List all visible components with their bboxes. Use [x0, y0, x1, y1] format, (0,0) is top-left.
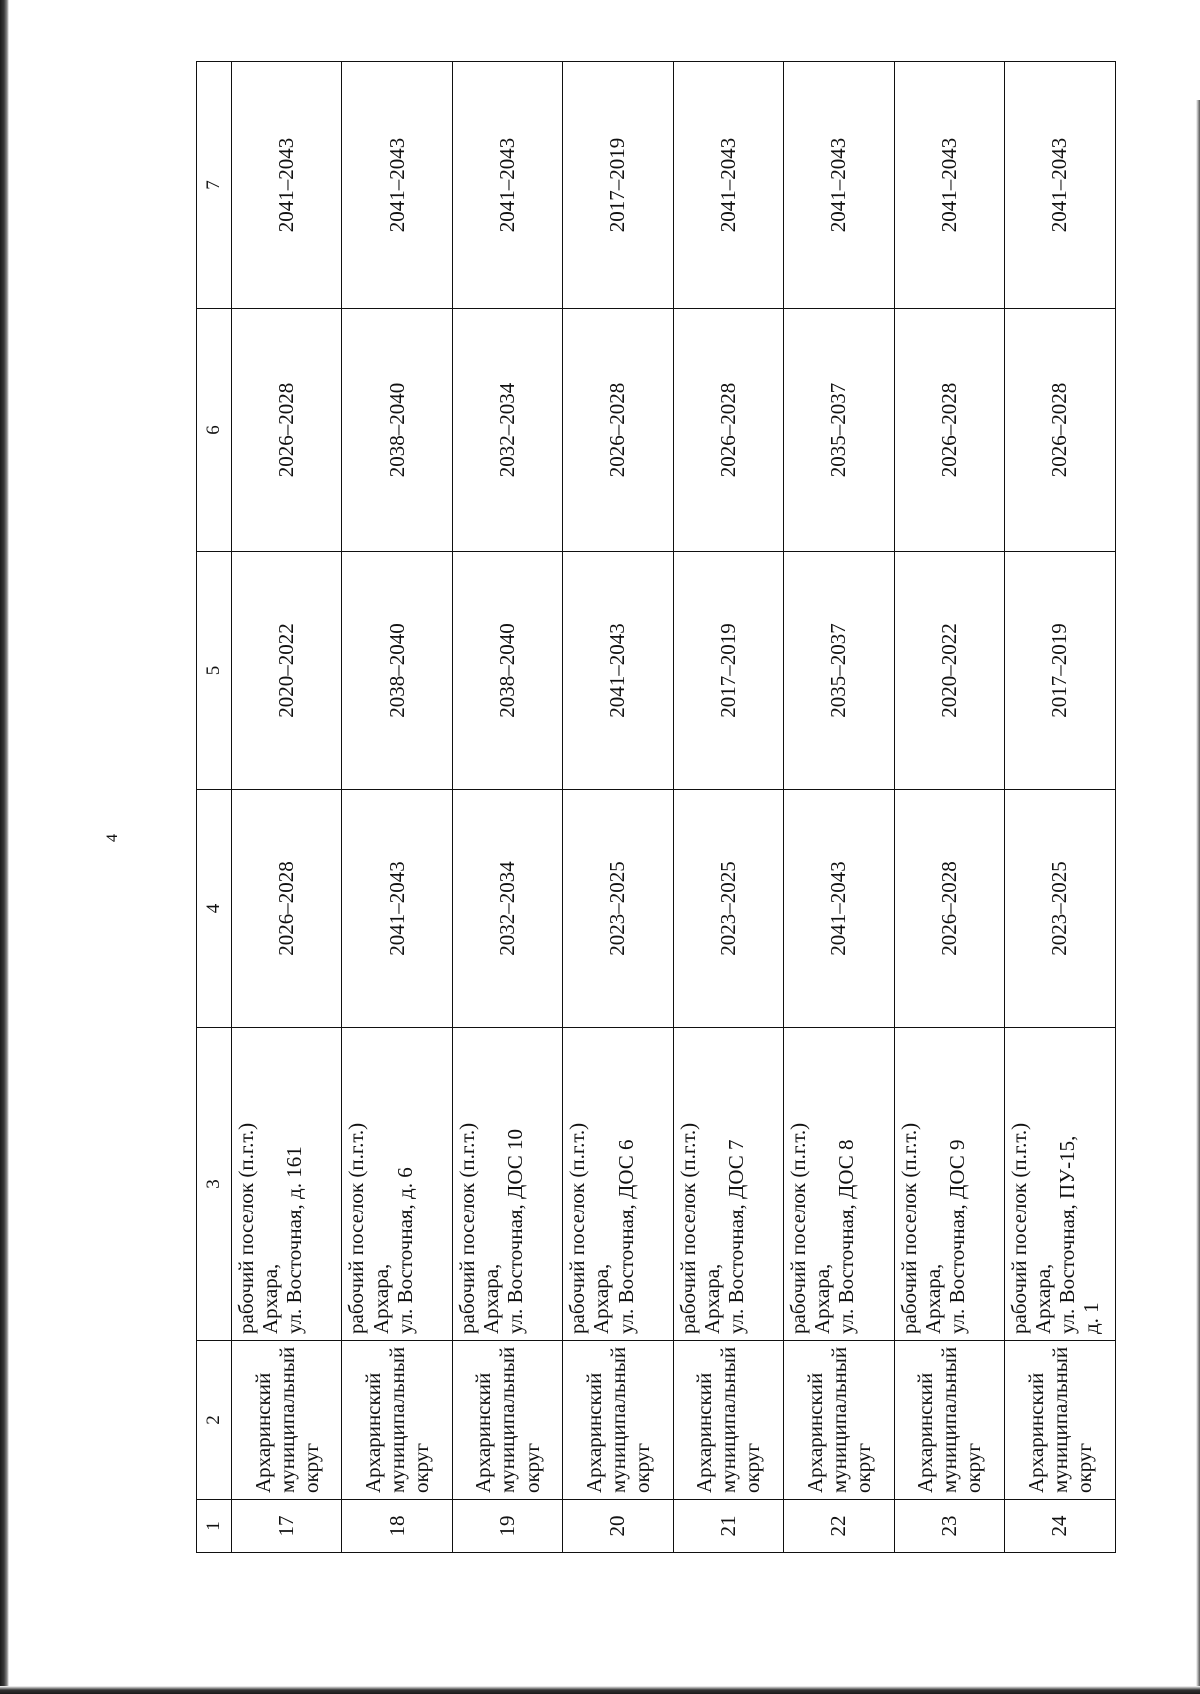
- address-line: Архара,: [258, 1263, 283, 1334]
- row-number-cell: 23: [894, 1500, 1004, 1553]
- period-col5-cell: 2038–2040: [342, 552, 452, 790]
- address-line: Архара,: [699, 1263, 724, 1334]
- period-col7-cell: 2041–2043: [232, 62, 342, 309]
- district-line: округ: [1072, 1442, 1097, 1493]
- table-row: [563, 62, 673, 1553]
- page-number: 4: [104, 834, 121, 842]
- address-line: рабочий поселок (п.г.т.): [344, 1122, 369, 1334]
- address-cell: [894, 1028, 1004, 1341]
- address-line: рабочий поселок (п.г.т.): [786, 1122, 811, 1334]
- column-header-3: 3: [197, 1028, 232, 1341]
- district-line: округ: [630, 1442, 655, 1493]
- row-number-cell: 17: [232, 1500, 342, 1553]
- district-cell: [232, 1341, 342, 1500]
- district-line: муниципальный: [495, 1346, 520, 1493]
- scan-edge-bottom: [0, 1686, 1200, 1694]
- address-line: Архара,: [920, 1263, 945, 1334]
- address-line: ул. Восточная, ДОС 10: [503, 1128, 528, 1334]
- address-cell: [563, 1028, 673, 1341]
- period-col6-cell: 2032–2034: [452, 309, 562, 552]
- table-body: [232, 62, 1116, 1553]
- address-line: ул. Восточная, ПУ-15,: [1055, 1135, 1080, 1334]
- scan-edge-right: [1196, 100, 1200, 1694]
- address-line: ул. Восточная, д. 161: [282, 1146, 307, 1334]
- period-col7-cell: 2017–2019: [563, 62, 673, 309]
- period-col6-cell: 2026–2028: [1004, 309, 1115, 552]
- column-header-6: 6: [197, 309, 232, 552]
- period-col7-cell: 2041–2043: [1004, 62, 1115, 309]
- period-col5-cell: 2017–2019: [1004, 552, 1115, 790]
- district-cell: [342, 1341, 452, 1500]
- table-row: [673, 62, 783, 1553]
- district-cell: [563, 1341, 673, 1500]
- address-line: ул. Восточная, ДОС 6: [613, 1139, 638, 1334]
- address-cell: [784, 1028, 894, 1341]
- period-col4-cell: 2026–2028: [232, 790, 342, 1028]
- address-line: рабочий поселок (п.г.т.): [234, 1122, 258, 1334]
- column-header-1: 1: [197, 1500, 232, 1553]
- row-number-cell: 24: [1004, 1500, 1115, 1553]
- district-line: округ: [298, 1442, 323, 1493]
- address-line: Архара,: [368, 1263, 393, 1334]
- district-line: Архаринский: [360, 1372, 385, 1493]
- address-line: рабочий поселок (п.г.т.): [896, 1122, 921, 1334]
- column-header-4: 4: [197, 790, 232, 1028]
- period-col7-cell: 2041–2043: [342, 62, 452, 309]
- table-row: [232, 62, 342, 1553]
- address-line: ул. Восточная, ДОС 8: [834, 1139, 859, 1334]
- table-row: [342, 62, 452, 1553]
- address-cell: [673, 1028, 783, 1341]
- table-container: [196, 137, 1116, 1553]
- district-line: Архаринский: [913, 1372, 938, 1493]
- column-header-7: 7: [197, 62, 232, 309]
- address-line: д. 1: [1079, 1302, 1104, 1334]
- address-line: ул. Восточная, ДОС 7: [723, 1139, 748, 1334]
- address-cell: [1004, 1028, 1115, 1341]
- address-line: рабочий поселок (п.г.т.): [565, 1122, 590, 1334]
- address-line: Архара,: [1031, 1263, 1056, 1334]
- district-line: Архаринский: [471, 1372, 496, 1493]
- period-col4-cell: 2023–2025: [673, 790, 783, 1028]
- period-col5-cell: 2035–2037: [784, 552, 894, 790]
- row-number-cell: 18: [342, 1500, 452, 1553]
- district-line: муниципальный: [937, 1346, 962, 1493]
- table-header-row: [197, 62, 232, 1553]
- district-line: муниципальный: [385, 1346, 410, 1493]
- period-col4-cell: 2041–2043: [342, 790, 452, 1028]
- period-col4-cell: 2023–2025: [1004, 790, 1115, 1028]
- column-header-2: 2: [197, 1341, 232, 1500]
- address-line: ул. Восточная, ДОС 9: [944, 1139, 969, 1334]
- district-line: муниципальный: [716, 1346, 741, 1493]
- district-cell: [452, 1341, 562, 1500]
- district-line: муниципальный: [826, 1346, 851, 1493]
- address-line: Архара,: [589, 1263, 614, 1334]
- address-cell: [342, 1028, 452, 1341]
- period-col4-cell: 2041–2043: [784, 790, 894, 1028]
- district-line: округ: [519, 1442, 544, 1493]
- period-col6-cell: 2026–2028: [673, 309, 783, 552]
- district-line: округ: [740, 1442, 765, 1493]
- district-line: округ: [409, 1442, 434, 1493]
- address-line: рабочий поселок (п.г.т.): [454, 1122, 479, 1334]
- address-line: рабочий поселок (п.г.т.): [1006, 1122, 1031, 1334]
- district-cell: [894, 1341, 1004, 1500]
- row-number-cell: 20: [563, 1500, 673, 1553]
- district-cell: [673, 1341, 783, 1500]
- period-col7-cell: 2041–2043: [673, 62, 783, 309]
- period-col7-cell: 2041–2043: [894, 62, 1004, 309]
- district-line: муниципальный: [1047, 1346, 1072, 1493]
- district-line: Архаринский: [692, 1372, 717, 1493]
- address-cell: [452, 1028, 562, 1341]
- address-line: Архара,: [810, 1263, 835, 1334]
- period-col5-cell: 2020–2022: [894, 552, 1004, 790]
- district-line: округ: [961, 1442, 986, 1493]
- period-col4-cell: 2023–2025: [563, 790, 673, 1028]
- address-cell: [232, 1028, 342, 1341]
- scan-edge-left: [0, 0, 9, 1694]
- address-line: рабочий поселок (п.г.т.): [675, 1122, 700, 1334]
- table-row: [784, 62, 894, 1553]
- period-col5-cell: 2041–2043: [563, 552, 673, 790]
- period-col5-cell: 2017–2019: [673, 552, 783, 790]
- schedule-table: [196, 61, 1116, 1553]
- period-col6-cell: 2038–2040: [342, 309, 452, 552]
- table-row: [452, 62, 562, 1553]
- period-col6-cell: 2026–2028: [563, 309, 673, 552]
- row-number-cell: 19: [452, 1500, 562, 1553]
- district-line: Архаринский: [802, 1372, 827, 1493]
- address-line: ул. Восточная, д. 6: [392, 1167, 417, 1334]
- district-line: Архаринский: [1023, 1372, 1048, 1493]
- district-line: муниципальный: [605, 1346, 630, 1493]
- district-cell: [784, 1341, 894, 1500]
- column-header-5: 5: [197, 552, 232, 790]
- table-row: [1004, 62, 1115, 1553]
- period-col4-cell: 2026–2028: [894, 790, 1004, 1028]
- address-line: Архара,: [478, 1263, 503, 1334]
- period-col7-cell: 2041–2043: [784, 62, 894, 309]
- row-number-cell: 21: [673, 1500, 783, 1553]
- district-line: муниципальный: [274, 1346, 299, 1493]
- district-line: Архаринский: [581, 1372, 606, 1493]
- period-col6-cell: 2026–2028: [894, 309, 1004, 552]
- period-col6-cell: 2035–2037: [784, 309, 894, 552]
- district-line: округ: [850, 1442, 875, 1493]
- period-col4-cell: 2032–2034: [452, 790, 562, 1028]
- period-col7-cell: 2041–2043: [452, 62, 562, 309]
- table-row: [894, 62, 1004, 1553]
- period-col5-cell: 2038–2040: [452, 552, 562, 790]
- row-number-cell: 22: [784, 1500, 894, 1553]
- district-line: Архаринский: [250, 1372, 275, 1493]
- period-col6-cell: 2026–2028: [232, 309, 342, 552]
- district-cell: [1004, 1341, 1115, 1500]
- period-col5-cell: 2020–2022: [232, 552, 342, 790]
